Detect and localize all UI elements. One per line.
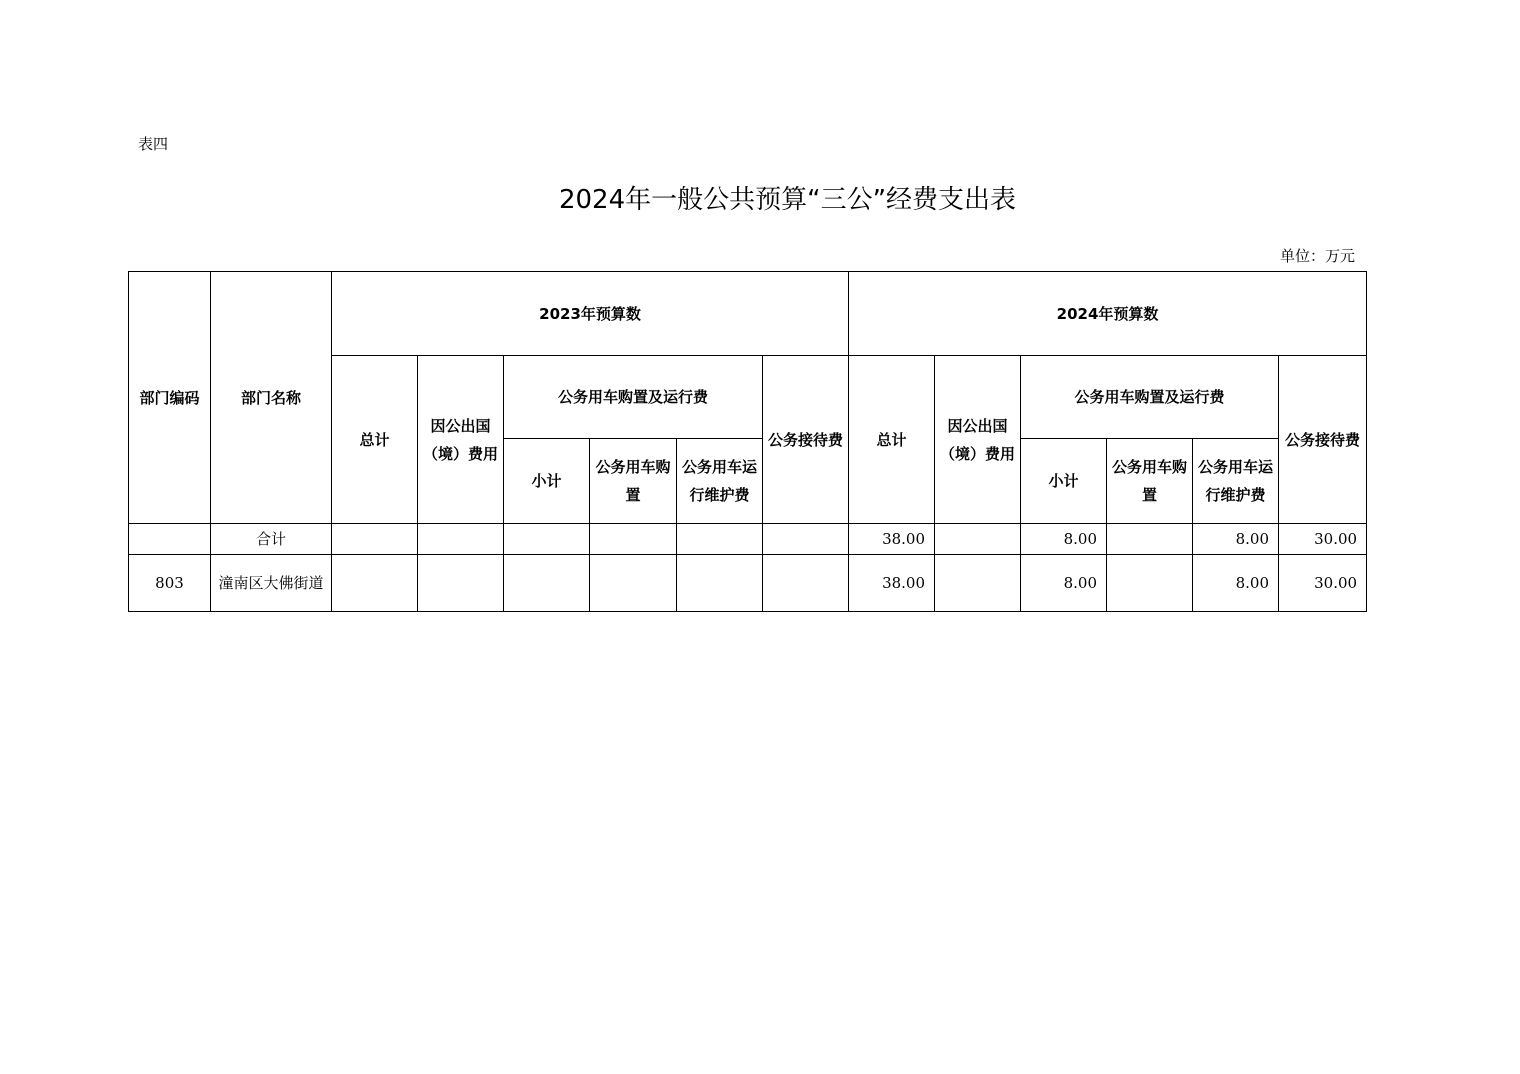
cell-2024-vehicle-maintenance: 8.00 — [1193, 524, 1279, 555]
table-row-department — [129, 555, 1367, 612]
page-title: 2024年一般公共预算“三公”经费支出表 — [558, 185, 1017, 215]
cell-2023-vehicle-maintenance — [677, 555, 763, 612]
budget-table — [128, 271, 1367, 612]
cell-2023-vehicle-subtotal — [504, 524, 590, 555]
header-2024-subtotal: 小计 — [1021, 439, 1107, 524]
header-row-years — [129, 272, 1367, 356]
header-2024-vehicle-purchase: 公务用车购置 — [1107, 439, 1193, 524]
header-2023-vehicle: 公务用车购置及运行费 — [504, 356, 763, 439]
cell-2023-overseas — [418, 524, 504, 555]
cell-2023-total — [332, 555, 418, 612]
cell-dept-name: 潼南区大佛街道 — [211, 555, 332, 612]
cell-2023-overseas — [418, 555, 504, 612]
table-row-total — [129, 524, 1367, 555]
header-2023-vehicle-purchase: 公务用车购置 — [590, 439, 677, 524]
header-2023-reception: 公务接待费 — [763, 356, 849, 524]
cell-2023-vehicle-purchase — [590, 555, 677, 612]
header-dept-name: 部门名称 — [211, 272, 332, 524]
header-2023-vehicle-maintenance: 公务用车运行维护费 — [677, 439, 763, 524]
header-2024-reception: 公务接待费 — [1279, 356, 1367, 524]
cell-2024-vehicle-subtotal: 8.00 — [1021, 555, 1107, 612]
cell-2023-total — [332, 524, 418, 555]
cell-2024-vehicle-purchase — [1107, 555, 1193, 612]
cell-2024-vehicle-purchase — [1107, 524, 1193, 555]
cell-2024-overseas — [935, 524, 1021, 555]
cell-2024-total: 38.00 — [849, 524, 935, 555]
cell-2024-reception: 30.00 — [1279, 524, 1367, 555]
header-dept-code: 部门编码 — [129, 272, 211, 524]
cell-2024-vehicle-maintenance: 8.00 — [1193, 555, 1279, 612]
unit-note: 单位：万元 — [1279, 247, 1355, 265]
header-2023-subtotal: 小计 — [504, 439, 590, 524]
cell-2024-overseas — [935, 555, 1021, 612]
header-2024-vehicle: 公务用车购置及运行费 — [1021, 356, 1279, 439]
cell-dept-code — [129, 524, 211, 555]
header-2024-overseas: 因公出国（境）费用 — [935, 356, 1021, 524]
cell-2023-vehicle-purchase — [590, 524, 677, 555]
header-2023-total: 总计 — [332, 356, 418, 524]
header-2024-vehicle-maintenance: 公务用车运行维护费 — [1193, 439, 1279, 524]
cell-2024-reception: 30.00 — [1279, 555, 1367, 612]
header-2023-overseas: 因公出国（境）费用 — [418, 356, 504, 524]
cell-2024-vehicle-subtotal: 8.00 — [1021, 524, 1107, 555]
header-year-2024: 2024年预算数 — [849, 272, 1367, 356]
table-label: 表四 — [138, 135, 169, 153]
cell-2024-total: 38.00 — [849, 555, 935, 612]
cell-dept-code: 803 — [129, 555, 211, 612]
cell-2023-reception — [763, 524, 849, 555]
cell-2023-vehicle-maintenance — [677, 524, 763, 555]
header-2024-total: 总计 — [849, 356, 935, 524]
header-year-2023: 2023年预算数 — [332, 272, 849, 356]
cell-2023-reception — [763, 555, 849, 612]
cell-dept-name: 合计 — [211, 524, 332, 555]
cell-2023-vehicle-subtotal — [504, 555, 590, 612]
